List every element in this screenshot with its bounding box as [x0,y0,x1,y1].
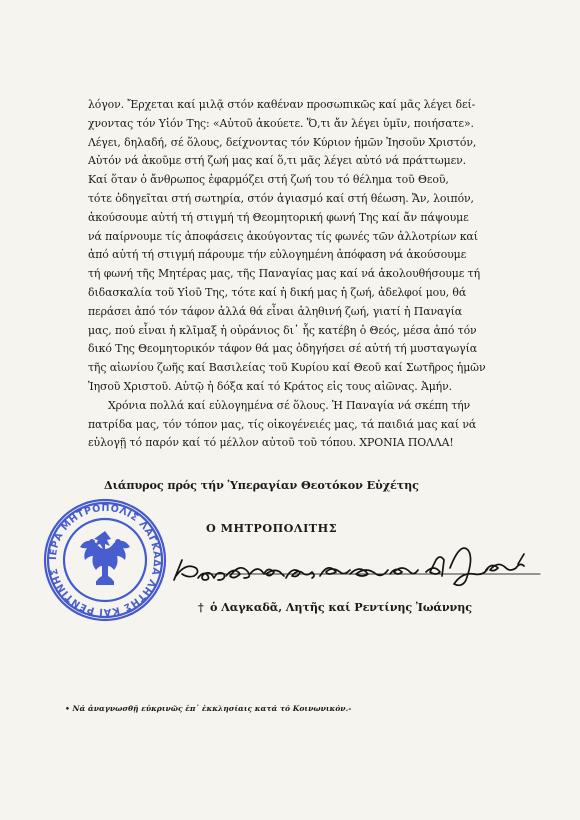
body-line: Ἰησοῦ Χριστοῦ. Αὐτῷ ἡ δόξα καί τό Κράτος εἰς τους αἰῶνας. Ἀμήν. [88,379,452,393]
body-line: περάσει ἀπό τόν τάφον ἀλλά θά εἶναι ἀληθινή ζωή, γιατί ἡ Παναγία [88,304,463,318]
seal-ring-text: ΙΕΡΑ ΜΗΤΡΟΠΟΛΙΣ ΛΑΓΚΑΔΑ ΛΗΤΗΣ ΚΑΙ ΡΕΝΤΙΝΗΣ [47,502,163,618]
body-line: χνοντας τόν Υἱόν Της: «Αὐτοῦ ἀκούετε. Ὅ,τι ἄν λέγει ὑμῖν, ποιήσατε». [88,116,474,130]
body-line: Καί ὅταν ὁ ἄνθρωπος ἐφαρμόζει στή ζωή του τό θέλημα τοῦ Θεοῦ, [88,173,449,187]
metropolis-seal [40,495,170,625]
closing-salutation: Διάπυρος πρός τήν Ὑπεραγίαν Θεοτόκον Εὐχέτης [104,478,419,492]
body-line: νά παίρνουμε τίς ἀποφάσεις ἀκούγοντας τίς φωνές τῶν ἀλλοτρίων καί [88,229,478,243]
body-line: λόγον. Ἔρχεται καί μιλᾷ στόν καθέναν προσωπικῶς καί μᾶς λέγει δεί- [88,98,476,111]
cross-symbol: † [198,601,204,614]
body-line: Χρόνια πολλά καί εὐλογημένα σέ ὅλους. Ἡ Παναγία νά σκέπη τήν [108,398,471,412]
body-line: Λέγει, δηλαδή, σέ ὅλους, δείχνοντας τόν Κύριον ἡμῶν Ἰησοῦν Χριστόν, [88,135,477,149]
body-line: τότε ὁδηγεῖται στή σωτηρία, στόν ἁγιασμό καί στή θέωση. Ἄν, λοιπόν, [88,191,474,205]
handwritten-signature [168,540,548,604]
body-line: ἀπό αὐτή τή στιγμή πάρουμε τήν εὐλογημένη ἀπόφαση νά ἀκούσουμε [88,248,467,262]
body-text [88,96,520,453]
body-line: διδασκαλία τοῦ Υἱοῦ Της, τότε καί ἡ δική μας ἡ ζωή, ἀδελφοί μου, θά [88,285,467,299]
body-line: μας, πού εἶναι ἡ κλῖμαξ ἡ οὐράνιος δι᾽ ἧς κατέβη ὁ Θεός, μέσα ἀπό τόν [88,323,477,337]
body-line: ἀκούσουμε αὐτή τή στιγμή τή Θεομητορική φωνή Της καί ἄν πάψουμε [88,210,469,224]
body-line: πατρίδα μας, τόν τόπον μας, τίς οἰκογένειές μας, τά παιδιά μας καί νά [88,417,477,431]
signatory-name: ὁ Λαγκαδᾶ, Λητῆς καί Ρεντίνης Ἰωάννης [210,600,472,614]
body-line: τῆς αἰωνίου ζωῆς καί Βασιλείας τοῦ Κυρίου καί Θεοῦ καί Σωτῆρος ἡμῶν [88,361,486,375]
signatory-title: Ο ΜΗΤΡΟΠΟΛΙΤΗΣ [206,521,338,535]
body-line: Αὐτόν νά ἀκοῦμε στή ζωή μας καί ὅ,τι μᾶς λέγει αὐτό νά πράττωμεν. [88,154,467,168]
body-line: τή φωνή τῆς Μητέρας μας, τῆς Παναγίας μας καί νά ἀκολουθήσουμε τή [88,267,481,281]
body-line: εὐλογῇ τό παρόν καί τό μέλλον αὐτοῦ τοῦ τόπου. ΧΡΟΝΙΑ ΠΟΛΛΑ! [88,436,454,450]
body-line: δικό Της Θεομητορικόν τάφον θά μας ὁδηγήσει σέ αὐτή τή μυσταγωγία [88,342,477,356]
footnote-instruction: • Νά ἀναγνωσθῇ εὐκρινῶς ἐπ᾽ ἐκκλησίαις κατά τό Κοινωνικόν.- [65,704,352,713]
